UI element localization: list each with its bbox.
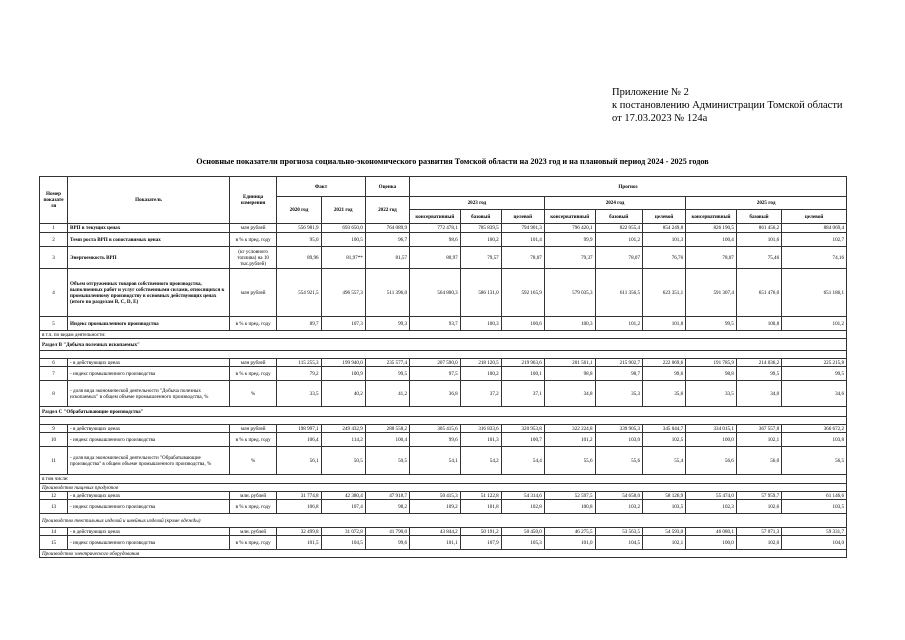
row-unit: в % к пред. году	[229, 536, 276, 550]
row-value: 102,0	[736, 536, 781, 550]
row-value: 103,2	[595, 500, 642, 514]
row-value: 651 186,1	[782, 269, 847, 317]
row-value: 55,6	[595, 447, 642, 475]
row-value: 586 131,0	[460, 269, 501, 317]
row-value: 78,07	[501, 247, 544, 269]
row-indicator-name: Объем отгруженных товаров собственного производства, выполненных работ и услуг собственными силами, относящихся к промышленному производству в основных действующих ценах (итого по разделам B, C, D, E)	[68, 269, 230, 317]
row-value: 101,6	[736, 233, 781, 247]
row-value: 693 650,0	[321, 224, 365, 233]
row-value: 52 597,5	[544, 492, 595, 500]
row-unit: %	[229, 447, 276, 475]
row-value: 100,2	[460, 233, 501, 247]
row-unit: млн рублей	[229, 425, 276, 433]
row-value: 54 658,0	[595, 492, 642, 500]
row-value: 103,5	[643, 500, 686, 514]
row-value: 98,7	[595, 367, 642, 381]
row-value: 42 380,4	[321, 492, 365, 500]
row-value: 98,6	[410, 233, 461, 247]
table-row	[40, 433, 847, 447]
row-value: 99,5	[686, 317, 737, 331]
row-indicator-name: - доля вида экономической деятельности "Обрабатывающие производства" в общем объеме промышленного производства, %	[68, 447, 230, 475]
row-value: 225 215,8	[782, 359, 847, 367]
row-value: 98,8	[686, 367, 737, 381]
table-row	[40, 269, 847, 317]
row-indicator-name: - доля вида экономической деятельности "Добыча полезных ископаемых" в общем объеме промышленного производства, %	[68, 381, 230, 407]
row-unit: в % к пред. году	[229, 500, 276, 514]
row-value: 35,3	[595, 381, 642, 407]
row-value: 496 557,3	[321, 269, 365, 317]
row-value: 32 499,8	[277, 528, 321, 536]
row-value: 51 122,8	[460, 492, 501, 500]
row-value: 79,2	[277, 367, 321, 381]
table-row	[40, 492, 847, 500]
table-row	[40, 381, 847, 407]
row-value: 316 833,6	[460, 425, 501, 433]
row-value: 55,6	[544, 447, 595, 475]
row-value: 102,3	[686, 500, 737, 514]
row-unit: в % к пред. году	[229, 317, 276, 331]
row-value: 100,6	[501, 317, 544, 331]
header-base: базовый	[460, 210, 501, 224]
row-value: 772 478,1	[410, 224, 461, 233]
row-number: 15	[40, 536, 68, 550]
row-value: 102,5	[643, 433, 686, 447]
row-value: 89,96	[277, 247, 321, 269]
row-value: 101,1	[410, 536, 461, 550]
row-value: 320 953,8	[501, 425, 544, 433]
label-electrical: Производство электрического оборудования	[40, 550, 847, 558]
row-value: 345 044,7	[643, 425, 686, 433]
header-base: базовый	[736, 210, 781, 224]
row-value: 46 080,1	[686, 528, 737, 536]
row-value: 103,0	[595, 433, 642, 447]
row-number: 11	[40, 447, 68, 475]
row-value: 785 839,5	[460, 224, 501, 233]
row-unit: млн рублей	[229, 359, 276, 367]
row-value: 100,8	[736, 317, 781, 331]
row-value: 288 558,2	[365, 425, 409, 433]
row-value: 99,6	[410, 433, 461, 447]
row-value: 101,5	[277, 536, 321, 550]
row-number: 8	[40, 381, 68, 407]
row-indicator-name: - индекс промышленного производства	[68, 536, 230, 550]
row-value: 53 563,5	[595, 528, 642, 536]
row-value: 47 918,7	[365, 492, 409, 500]
row-value: 796 420,1	[544, 224, 595, 233]
header-2025: 2025 год	[686, 197, 847, 210]
row-indicator-name: - в действующих ценах	[68, 425, 230, 433]
row-value: 97,5	[410, 367, 461, 381]
row-unit: млн рублей	[229, 269, 276, 317]
row-value: 79,37	[544, 247, 595, 269]
row-value: 199 940,0	[321, 359, 365, 367]
row-indicator-name: Темп роста ВРП в сопоставимых ценах	[68, 233, 230, 247]
row-unit: в % к пред. году	[229, 367, 276, 381]
row-value: 100,2	[460, 367, 501, 381]
row-value: 54 314,6	[501, 492, 544, 500]
row-value: 339 905,3	[595, 425, 642, 433]
row-value: 235 577,4	[365, 359, 409, 367]
table-row	[40, 247, 847, 269]
header-2023: 2023 год	[410, 197, 545, 210]
row-value: 102,7	[782, 233, 847, 247]
row-value: 564 800,3	[410, 269, 461, 317]
row-value: 50 415,3	[410, 492, 461, 500]
row-value: 207 590,0	[410, 359, 461, 367]
table-row	[40, 359, 847, 367]
row-value: 764 089,9	[365, 224, 409, 233]
row-value: 105,3	[501, 536, 544, 550]
row-indicator-name: Индекс промышленного производства	[68, 317, 230, 331]
row-number: 1	[40, 224, 68, 233]
row-value: 794 901,3	[501, 224, 544, 233]
table-row	[40, 233, 847, 247]
row-value: 106,4	[277, 433, 321, 447]
header-num: Номер показате ля	[40, 177, 68, 224]
header-2022: 2022 год	[365, 197, 409, 224]
row-value: 100,8	[544, 500, 595, 514]
row-unit: млн. рублей	[229, 528, 276, 536]
blank-row	[40, 351, 847, 359]
row-value: 101,4	[501, 233, 544, 247]
row-unit: %	[229, 381, 276, 407]
row-value: 50,5	[321, 447, 365, 475]
row-value: 96,7	[365, 233, 409, 247]
row-value: 219 963,6	[501, 359, 544, 367]
row-value: 93,7	[410, 317, 461, 331]
header-fact: Факт	[277, 177, 365, 197]
forecast-table	[39, 176, 847, 558]
row-number: 3	[40, 247, 68, 269]
row-value: 100,4	[686, 233, 737, 247]
row-value: 623 351,1	[643, 269, 686, 317]
section-c-heading: Раздел С "Обрабатывающие производства"	[40, 407, 847, 417]
row-value: 54,4	[501, 447, 544, 475]
row-value: 33,5	[277, 381, 321, 407]
row-value: 56,0	[736, 447, 781, 475]
row-value: 99,6	[643, 367, 686, 381]
header-target: целевой	[643, 210, 686, 224]
row-number: 2	[40, 233, 68, 247]
table-row	[40, 317, 847, 331]
row-value: 78,07	[595, 247, 642, 269]
row-value: 74,16	[782, 247, 847, 269]
row-value: 826 190,5	[686, 224, 737, 233]
row-value: 79,57	[460, 247, 501, 269]
row-value: 81,97**	[321, 247, 365, 269]
row-value: 100,3	[544, 317, 595, 331]
row-value: 884 069,4	[782, 224, 847, 233]
row-unit: (кг условного топлива) на 10 тыс.рублей)	[229, 247, 276, 269]
row-value: 55 474,0	[686, 492, 737, 500]
row-value: 57 959,7	[736, 492, 781, 500]
table-row	[40, 536, 847, 550]
row-value: 103,5	[782, 500, 847, 514]
row-indicator-name: - индекс промышленного производства	[68, 367, 230, 381]
row-value: 56,1	[277, 447, 321, 475]
row-value: 99,6	[365, 536, 409, 550]
row-value: 100,3	[460, 317, 501, 331]
appendix-block	[612, 86, 843, 125]
row-value: 104,5	[321, 536, 365, 550]
row-value: 100,4	[365, 433, 409, 447]
row-number: 12	[40, 492, 68, 500]
header-2020: 2020 год	[277, 197, 321, 224]
header-indicator: Показатель	[68, 177, 230, 224]
header-conservative: консервативный	[544, 210, 595, 224]
appendix-line-2: к постановлению Администрации Томской области	[612, 100, 843, 111]
label-textile: Производство текстильных изделий и швейных изделий (кроме одежды)	[40, 514, 847, 528]
row-value: 198 997,1	[277, 425, 321, 433]
row-value: 104,5	[595, 536, 642, 550]
row-value: 115 255,3	[277, 359, 321, 367]
row-unit: в % к пред. году	[229, 433, 276, 447]
row-value: 100,0	[686, 433, 737, 447]
row-value: 101,3	[460, 433, 501, 447]
row-number: 13	[40, 500, 68, 514]
row-value: 35,6	[643, 381, 686, 407]
row-value: 100,0	[686, 536, 737, 550]
header-conservative: консервативный	[410, 210, 461, 224]
header-target: целевой	[782, 210, 847, 224]
row-number: 9	[40, 425, 68, 433]
row-value: 98,2	[365, 500, 409, 514]
row-value: 50 191,2	[460, 528, 501, 536]
row-value: 98,8	[544, 367, 595, 381]
row-value: 366 672,2	[782, 425, 847, 433]
row-value: 107,4	[321, 500, 365, 514]
row-value: 95,0	[277, 233, 321, 247]
row-value: 100,5	[321, 233, 365, 247]
blank-row	[40, 417, 847, 425]
row-value: 511 396,0	[365, 269, 409, 317]
row-value: 102,8	[501, 500, 544, 514]
row-value: 215 902,7	[595, 359, 642, 367]
row-value: 249 432,9	[321, 425, 365, 433]
header-base: базовый	[595, 210, 642, 224]
header-unit: Единица измерения	[229, 177, 276, 224]
row-value: 99,5	[365, 367, 409, 381]
header-2021: 2021 год	[321, 197, 365, 224]
row-value: 41,2	[365, 381, 409, 407]
row-value: 222 069,6	[643, 359, 686, 367]
row-value: 89,7	[277, 317, 321, 331]
row-value: 37,1	[501, 381, 544, 407]
row-unit: в % к пред. году	[229, 233, 276, 247]
row-value: 101,2	[595, 233, 642, 247]
row-value: 57 071,3	[736, 528, 781, 536]
row-value: 322 224,8	[544, 425, 595, 433]
label-food: Производство пищевых продуктов	[40, 484, 847, 492]
row-value: 101,8	[460, 500, 501, 514]
row-value: 56,5	[782, 447, 847, 475]
row-value: 102,1	[643, 536, 686, 550]
row-value: 100,1	[501, 367, 544, 381]
table-row	[40, 224, 847, 233]
table-row	[40, 500, 847, 514]
row-value: 56,6	[686, 447, 737, 475]
row-value: 101,0	[544, 536, 595, 550]
row-value: 50,5	[365, 447, 409, 475]
row-value: 61 146,6	[782, 492, 847, 500]
row-value: 36,8	[410, 381, 461, 407]
row-value: 102,1	[736, 433, 781, 447]
document-title: Основные показатели прогноза социально-экономического развития Томской области на 2023 год и на плановый период 2024 - 2025 годов	[196, 157, 709, 166]
row-value: 100,7	[501, 433, 544, 447]
row-indicator-name: - индекс промышленного производства	[68, 500, 230, 514]
row-indicator-name: - в действующих ценах	[68, 359, 230, 367]
row-value: 103,8	[782, 433, 847, 447]
row-value: 58 126,9	[643, 492, 686, 500]
row-value: 106,8	[277, 500, 321, 514]
header-forecast: Прогноз	[410, 177, 847, 197]
row-value: 31 072,8	[321, 528, 365, 536]
row-value: 100,9	[321, 367, 365, 381]
row-value: 37,2	[460, 381, 501, 407]
row-value: 76,76	[643, 247, 686, 269]
row-value: 556 981,9	[277, 224, 321, 233]
row-value: 34,0	[736, 381, 781, 407]
header-2024: 2024 год	[544, 197, 685, 210]
row-value: 101,3	[643, 233, 686, 247]
row-indicator-name: - в действующих ценах	[68, 528, 230, 536]
row-value: 201 561,1	[544, 359, 595, 367]
row-value: 107,3	[321, 317, 365, 331]
table-row	[40, 447, 847, 475]
row-value: 218 120,5	[460, 359, 501, 367]
row-value: 78,07	[686, 247, 737, 269]
row-value: 109,2	[410, 500, 461, 514]
row-unit: млн. рублей	[229, 492, 276, 500]
appendix-line-3: от 17.03.2023 № 124а	[612, 113, 708, 124]
row-value: 54,2	[460, 447, 501, 475]
row-value: 305 415,6	[410, 425, 461, 433]
row-value: 43 844,2	[410, 528, 461, 536]
row-value: 101,2	[544, 433, 595, 447]
row-value: 579 035,3	[544, 269, 595, 317]
row-value: 861 456,2	[736, 224, 781, 233]
row-indicator-name: ВРП в текущих ценах	[68, 224, 230, 233]
header-conservative: консервативный	[686, 210, 737, 224]
table-row	[40, 367, 847, 381]
row-value: 101,2	[782, 317, 847, 331]
row-indicator-name: - индекс промышленного производства	[68, 433, 230, 447]
row-value: 31 774,8	[277, 492, 321, 500]
row-value: 41 790,0	[365, 528, 409, 536]
row-number: 5	[40, 317, 68, 331]
row-value: 611 356,5	[595, 269, 642, 317]
row-number: 6	[40, 359, 68, 367]
table-row	[40, 425, 847, 433]
row-value: 651 476,0	[736, 269, 781, 317]
row-value: 214 036,2	[736, 359, 781, 367]
row-value: 55,4	[643, 447, 686, 475]
row-value: 114,2	[321, 433, 365, 447]
row-indicator-name: Энергоемкость ВРП	[68, 247, 230, 269]
row-value: 40,2	[321, 381, 365, 407]
row-value: 46 275,5	[544, 528, 595, 536]
row-number: 4	[40, 269, 68, 317]
row-value: 99,5	[736, 367, 781, 381]
row-value: 367 557,8	[736, 425, 781, 433]
row-value: 75,46	[736, 247, 781, 269]
row-value: 101,2	[595, 317, 642, 331]
row-value: 854 249,8	[643, 224, 686, 233]
row-number: 10	[40, 433, 68, 447]
row-unit: млн рублей	[229, 224, 276, 233]
row-value: 591 307,4	[686, 269, 737, 317]
row-value: 334 015,1	[686, 425, 737, 433]
label-including: в том числе:	[40, 475, 847, 484]
row-value: 104,0	[782, 536, 847, 550]
header-estimate: Оценка	[365, 177, 409, 197]
table-row	[40, 528, 847, 536]
row-value: 34,8	[544, 381, 595, 407]
row-value: 50 450,0	[501, 528, 544, 536]
header-target: целевой	[501, 210, 544, 224]
row-value: 191 785,9	[686, 359, 737, 367]
row-value: 81,57	[365, 247, 409, 269]
row-value: 101,8	[643, 317, 686, 331]
row-value: 99,9	[544, 233, 595, 247]
appendix-line-1: Приложение № 2	[612, 87, 689, 98]
row-value: 822 055,4	[595, 224, 642, 233]
row-value: 99,5	[782, 367, 847, 381]
section-b-heading: Раздел В "Добыча полезных ископаемых"	[40, 339, 847, 351]
row-value: 80,97	[410, 247, 461, 269]
row-value: 59 331,7	[782, 528, 847, 536]
row-value: 34,6	[782, 381, 847, 407]
row-value: 99,3	[365, 317, 409, 331]
row-value: 592 165,9	[501, 269, 544, 317]
label-by-activity: в т.ч. по видам деятельности:	[40, 331, 847, 339]
row-value: 107,9	[460, 536, 501, 550]
row-value: 54 593,0	[643, 528, 686, 536]
row-number: 7	[40, 367, 68, 381]
row-value: 54,1	[410, 447, 461, 475]
row-value: 102,6	[736, 500, 781, 514]
row-number: 14	[40, 528, 68, 536]
row-value: 33,5	[686, 381, 737, 407]
row-value: 554 921,5	[277, 269, 321, 317]
row-indicator-name: - в действующих ценах	[68, 492, 230, 500]
